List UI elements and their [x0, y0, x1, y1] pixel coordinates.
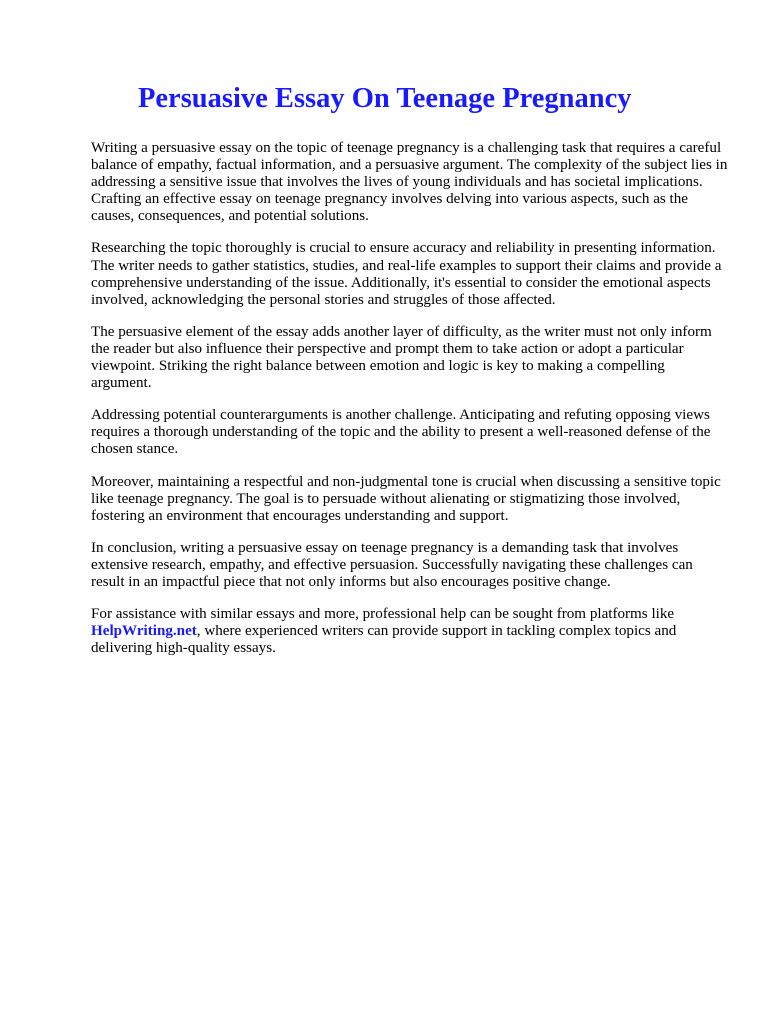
paragraph-persuasion: The persuasive element of the essay adds another layer of difficulty, as the writer must not only inform the reader but also influence their perspective and prompt them to take action or adopt a particular viewpoint. Striking the right balance between emotion and logic is key to making a compelling argument. [91, 323, 712, 392]
paragraph-intro: Writing a persuasive essay on the topic of teenage pregnancy is a challenging task that requires a careful balance of empathy, factual information, and a persuasive argument. The complexity of the subject lies in addressing a sensitive issue that involves the lives of young individuals and has societal implications. Crafting an effective essay on teenage pregnancy involves delving into various aspects, such as the causes, consequences, and potential solutions. [91, 140, 728, 225]
paragraph-closing [91, 606, 728, 657]
page-title: Persuasive Essay On Teenage Pregnancy [138, 83, 632, 114]
closing-text-before-link: For assistance with similar essays and more, professional help can be sought from platforms like [91, 606, 675, 623]
paragraph-counterarguments: Addressing potential counterarguments is another challenge. Anticipating and refuting opposing views requires a thorough understanding of the topic and the ability to present a well-reasoned defense of the chosen stance. [91, 407, 711, 458]
paragraph-research: Researching the topic thoroughly is crucial to ensure accuracy and reliability in presenting information. The writer needs to gather statistics, studies, and real-life examples to support their claims and provide a comprehensive understanding of the issue. Additionally, it's essential to consider the emotional aspects involved, acknowledging the personal stories and struggles of those affected. [91, 240, 722, 308]
paragraph-conclusion: In conclusion, writing a persuasive essay on teenage pregnancy is a demanding task that involves extensive research, empathy, and effective persuasion. Successfully navigating these challenges can result in an impactful piece that not only informs but also encourages positive change. [91, 539, 693, 590]
helpwriting-link[interactable]: HelpWriting.net [91, 623, 197, 640]
paragraph-tone: Moreover, maintaining a respectful and non-judgmental tone is crucial when discussing a sensitive topic like teenage pregnancy. The goal is to persuade without alienating or stigmatizing those involved, fostering an environment that encourages understanding and support. [91, 473, 721, 524]
closing-text-after-link: , where experienced writers can provide support in tackling complex topics and delivering high-quality essays. [91, 623, 677, 657]
